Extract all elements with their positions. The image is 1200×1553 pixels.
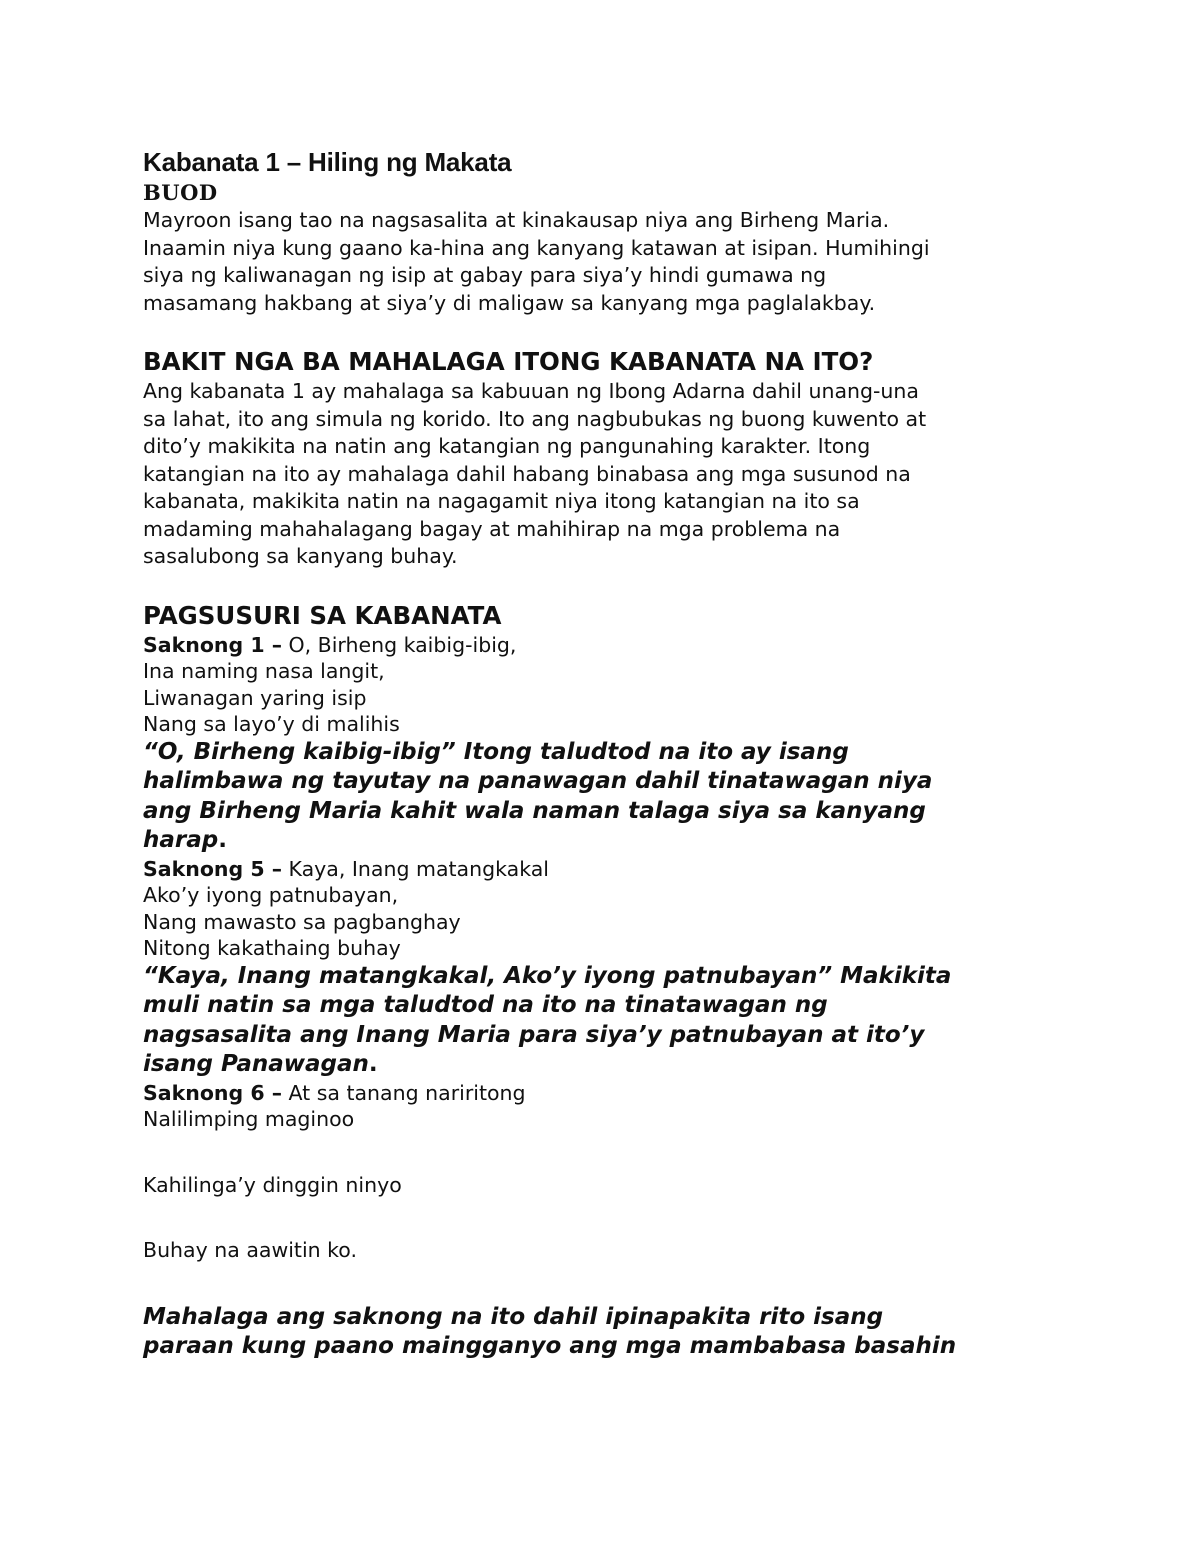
saknong-analysis	[143, 738, 1073, 856]
verse-text: At sa tanang nariritong	[281, 1080, 526, 1105]
saknong-analysis	[143, 962, 1073, 1080]
analysis-text: harap	[143, 827, 219, 853]
verse-text: O, Birheng kaibig-ibig,	[281, 632, 517, 657]
buod-heading: BUOD	[143, 180, 218, 205]
verse-line: Kahilinga’y dinggin ninyo	[143, 1172, 402, 1197]
verse-line	[143, 1080, 1073, 1107]
saknong-analysis	[143, 1303, 1073, 1362]
why-line: dito’y makikita na natin ang katangian ng pangunahing karakter. Itong	[143, 434, 871, 458]
verse-line: Ako’y iyong patnubayan,	[143, 883, 399, 907]
analysis-line	[143, 1050, 1073, 1080]
document-page	[143, 145, 1073, 1362]
saknong-label: Saknong 1 –	[143, 632, 282, 657]
saknong-label: Saknong 5 –	[143, 856, 282, 881]
analysis-line: nagsasalita ang Inang Maria para siya’y patnubayan at ito’y	[143, 1021, 925, 1048]
verse-line: Nang sa layo’y di malihis	[143, 712, 400, 736]
buod-line: masamang hakbang at siya’y di maligaw sa kanyang mga paglalakbay.	[143, 290, 876, 315]
analysis-line: halimbawa ng tayutay na panawagan dahil tinatawagan niya	[143, 768, 933, 794]
analysis-line: Mahalaga ang saknong na ito dahil ipinapakita rito isang	[143, 1303, 884, 1330]
analysis-period: .	[218, 827, 227, 853]
saknong-5	[143, 856, 1073, 1080]
document-title: Kabanata 1 – Hiling ng Makata	[143, 147, 512, 177]
analysis-heading: PAGSUSURI SA KABANATA	[143, 600, 502, 630]
why-line: kabanata, makikita natin na nagagamit niya itong katangian na ito sa	[143, 489, 860, 513]
verse-line: Ina naming nasa langit,	[143, 659, 385, 683]
why-heading: BAKIT NGA BA MAHALAGA ITONG KABANATA NA ITO?	[143, 347, 874, 376]
analysis-line: muli natin sa mga taludtod na ito na tinatawagan ng	[143, 992, 828, 1018]
verse-text: Kaya, Inang matangkakal	[281, 856, 549, 881]
analysis-line: paraan kung paano maingganyo ang mga mambabasa basahin	[143, 1333, 957, 1359]
verse-line: Nalilimping maginoo	[143, 1107, 355, 1131]
analysis-line: ang Birheng Maria kahit wala naman talaga siya sa kanyang	[143, 797, 926, 824]
analysis-line	[143, 826, 1073, 856]
analysis-text: isang Panawagan	[143, 1051, 369, 1077]
spacer	[143, 1264, 1073, 1303]
spacer	[143, 317, 1073, 346]
why-paragraph	[143, 378, 1073, 571]
why-line: sasalubong sa kanyang buhay.	[143, 544, 458, 568]
verse-line	[143, 856, 1073, 883]
buod-line: Inaamin niya kung gaano ka-hina ang kanyang katawan at isipan. Humihingi	[143, 235, 930, 260]
why-line: madaming mahahalagang bagay at mahihirap na mga problema na	[143, 516, 841, 541]
verse-line: Liwanagan yaring isip	[143, 685, 367, 710]
saknong-1	[143, 632, 1073, 856]
spacer	[143, 571, 1073, 600]
verse-line: Buhay na aawitin ko.	[143, 1238, 357, 1262]
why-line: katangian na ito ay mahalaga dahil habang binabasa ang mga susunod na	[143, 461, 911, 486]
spacer	[143, 1198, 1073, 1237]
verse-line	[143, 632, 1073, 659]
spacer	[143, 1133, 1073, 1172]
saknong-label: Saknong 6 –	[143, 1080, 282, 1105]
verse-line: Nang mawasto sa pagbanghay	[143, 909, 461, 934]
why-line: Ang kabanata 1 ay mahalaga sa kabuuan ng Ibong Adarna dahil unang-una	[143, 379, 919, 403]
saknong-6	[143, 1080, 1073, 1362]
analysis-period: .	[368, 1051, 378, 1077]
analysis-line: “O, Birheng kaibig-ibig” Itong taludtod na ito ay isang	[143, 738, 849, 765]
why-line: sa lahat, ito ang simula ng korido. Ito ang nagbubukas ng buong kuwento at	[143, 406, 927, 431]
buod-line: Mayroon isang tao na nagsasalita at kinakausap niya ang Birheng Maria.	[143, 208, 890, 232]
buod-line: siya ng kaliwanagan ng isip at gabay para siya’y hindi gumawa ng	[143, 263, 827, 287]
verse-line: Nitong kakathaing buhay	[143, 936, 401, 960]
buod-paragraph	[143, 207, 1073, 317]
analysis-line: “Kaya, Inang matangkakal, Ako’y iyong patnubayan” Makikita	[143, 962, 952, 989]
